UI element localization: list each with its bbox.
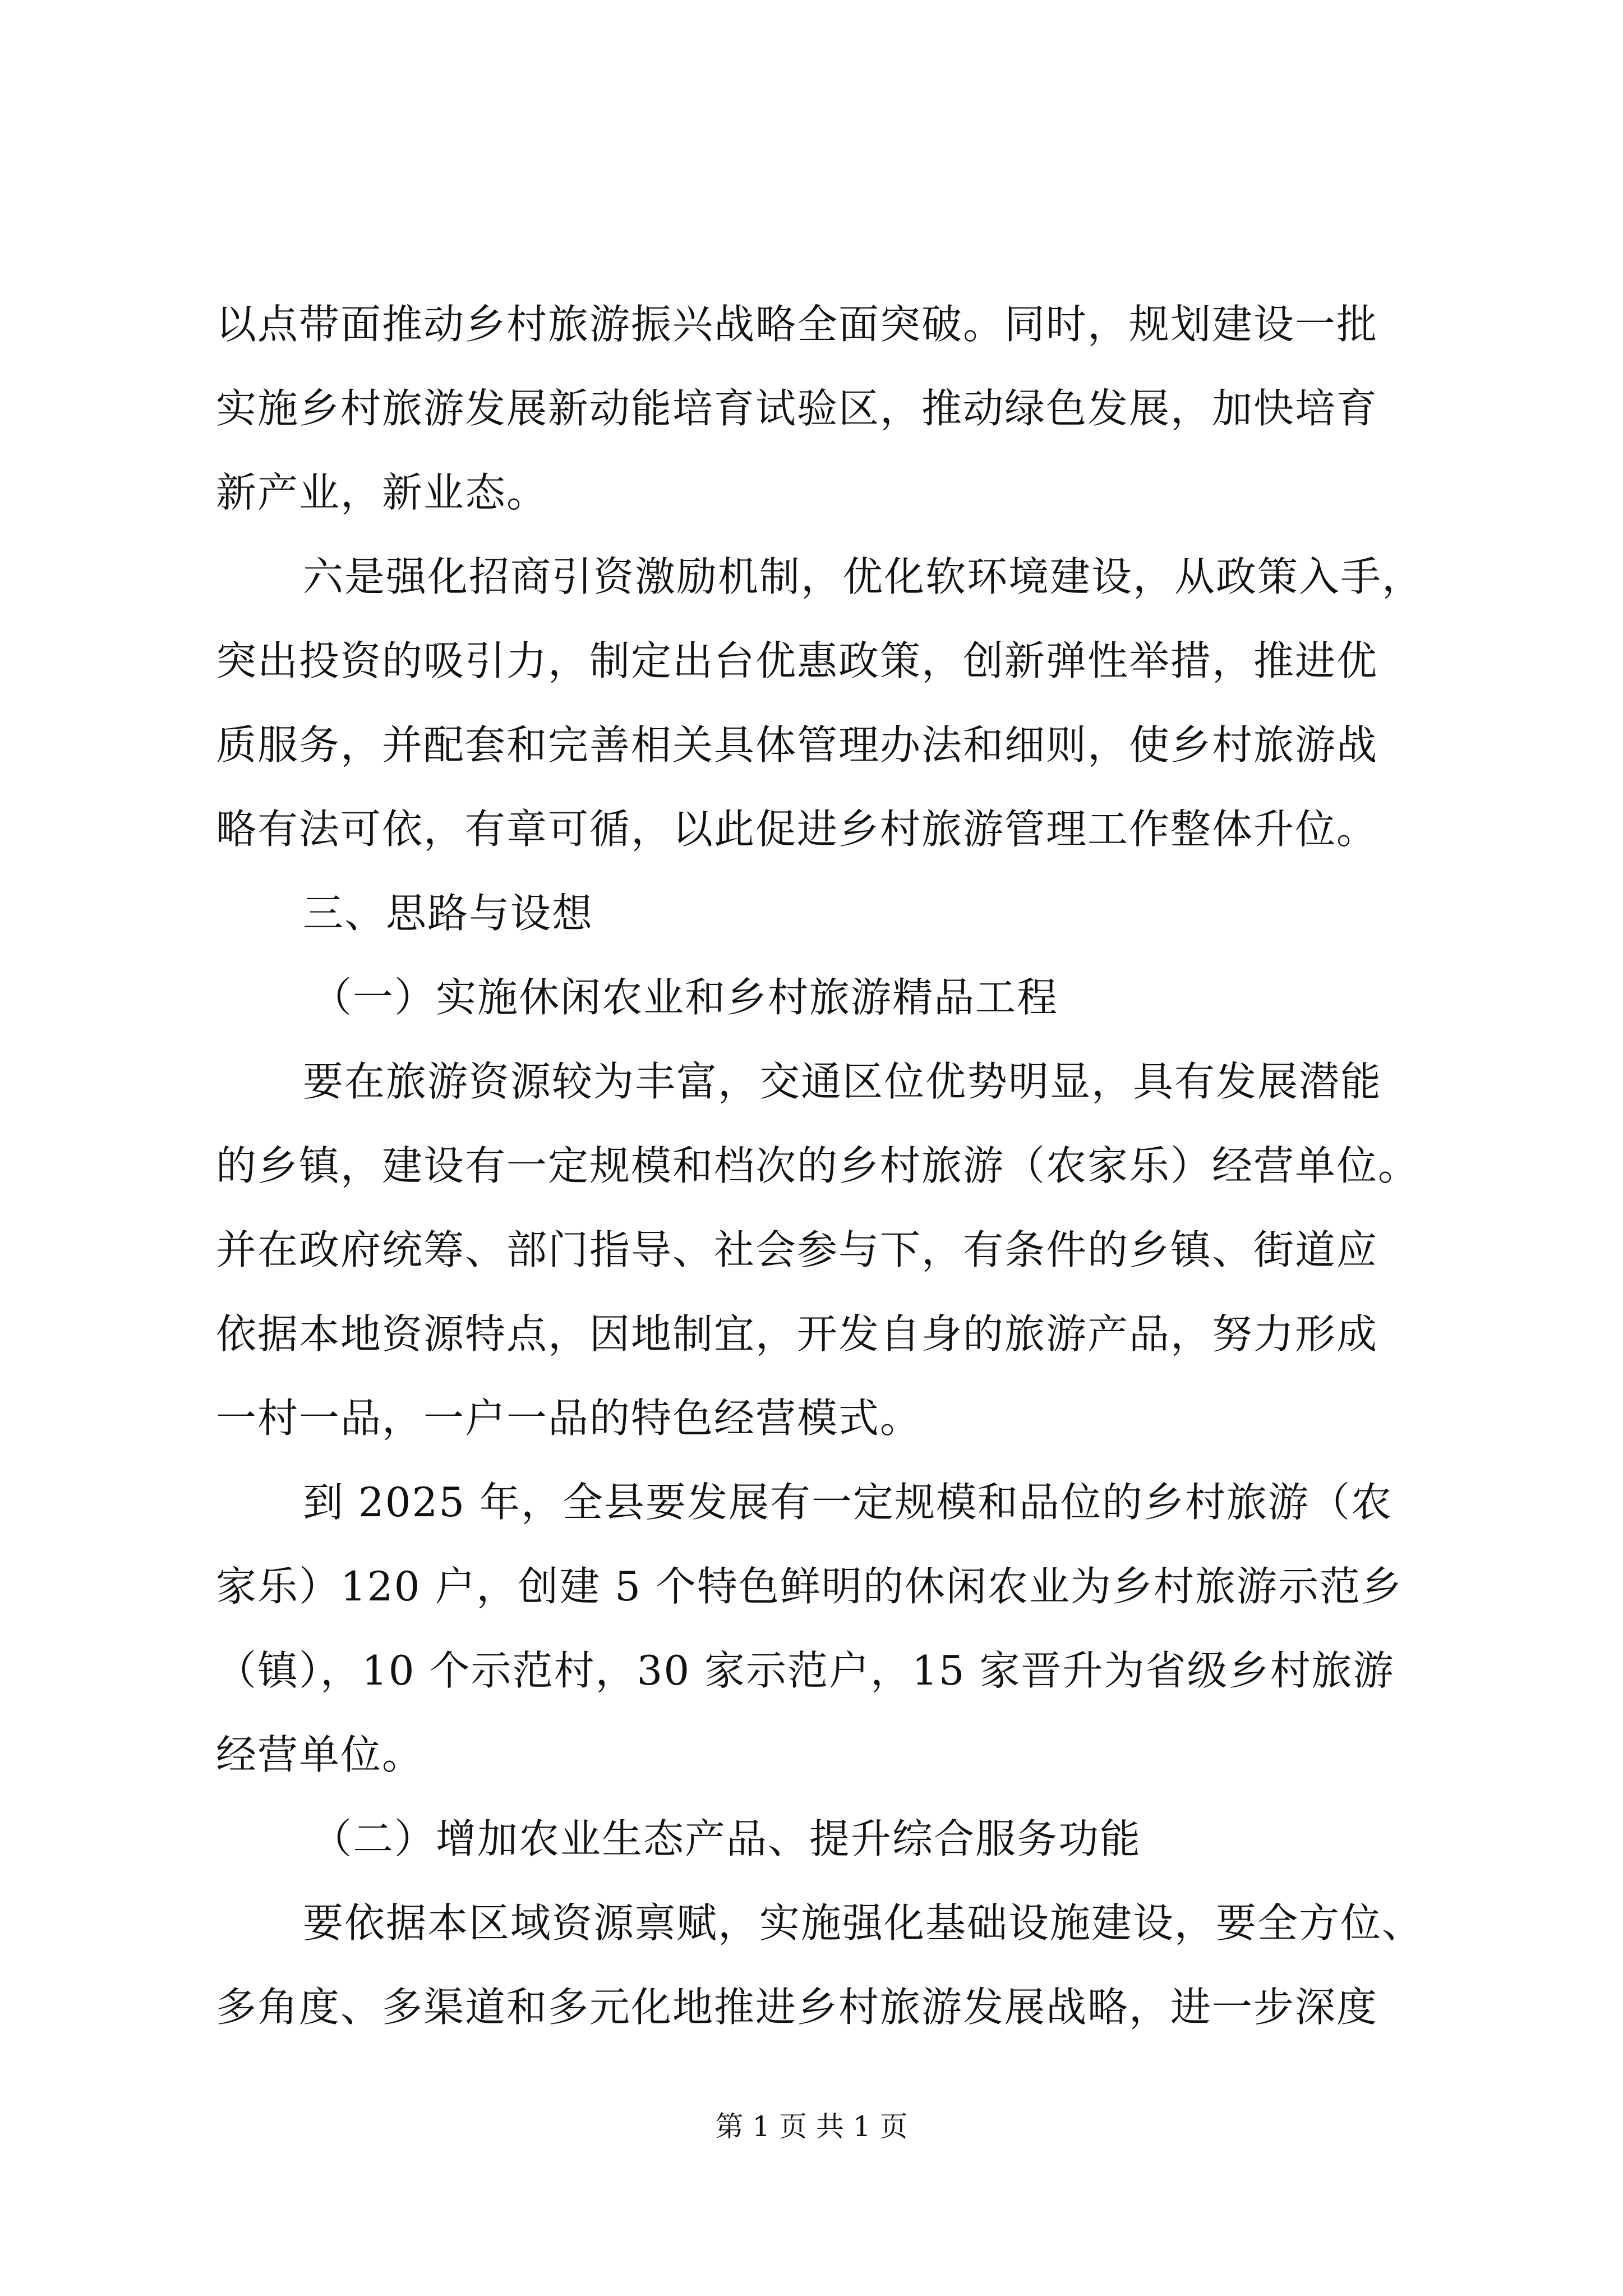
body-text-line: 实施乡村旅游发展新动能培育试验区，推动绿色发展，加快培育 (216, 385, 1378, 432)
body-text-line: 新产业，新业态。 (216, 469, 548, 516)
body-text-line: 依据本地资源特点，因地制宜，开发自身的旅游产品，努力形成 (216, 1310, 1378, 1358)
paragraph-start: 要依据本区域资源禀赋，实施强化基础设施建设，要全方位、 (303, 1899, 1424, 1947)
paragraph-start: 六是强化招商引资激励机制，优化软环境建设，从政策入手， (303, 553, 1424, 600)
body-text-line: 家乐）120 户，创建 5 个特色鲜明的休闲农业为乡村旅游示范乡 (216, 1563, 1403, 1610)
body-text-line: 经营单位。 (216, 1731, 424, 1778)
paragraph-start: 到 2025 年，全县要发展有一定规模和品位的乡村旅游（农 (303, 1479, 1393, 1526)
section-heading: 三、思路与设想 (303, 890, 594, 937)
body-text-line: 的乡镇，建设有一定规模和档次的乡村旅游（农家乐）经营单位。 (216, 1142, 1420, 1189)
body-text-line: 突出投资的吸引力，制定出台优惠政策，创新弹性举措，推进优 (216, 637, 1378, 684)
subsection-heading: （二）增加农业生态产品、提升综合服务功能 (311, 1815, 1142, 1862)
subsection-heading: （一）实施休闲农业和乡村旅游精品工程 (311, 974, 1059, 1021)
body-text-line: （镇），10 个示范村，30 家示范户，15 家晋升为省级乡村旅游 (216, 1647, 1395, 1694)
body-text-line: 一村一品，一户一品的特色经营模式。 (216, 1395, 922, 1442)
body-text-line: 多角度、多渠道和多元化地推进乡村旅游发展战略，进一步深度 (216, 1984, 1378, 2031)
page-footer: 第 1 页 共 1 页 (715, 2110, 908, 2143)
body-text-line: 质服务，并配套和完善相关具体管理办法和细则，使乡村旅游战 (216, 721, 1378, 769)
body-text-line: 以点带面推动乡村旅游振兴战略全面突破。同时，规划建设一批 (216, 301, 1378, 348)
body-text-line: 并在政府统筹、部门指导、社会参与下，有条件的乡镇、街道应 (216, 1226, 1378, 1273)
paragraph-start: 要在旅游资源较为丰富，交通区位优势明显，具有发展潜能 (303, 1058, 1382, 1105)
body-text-line: 略有法可依，有章可循，以此促进乡村旅游管理工作整体升位。 (216, 806, 1378, 853)
